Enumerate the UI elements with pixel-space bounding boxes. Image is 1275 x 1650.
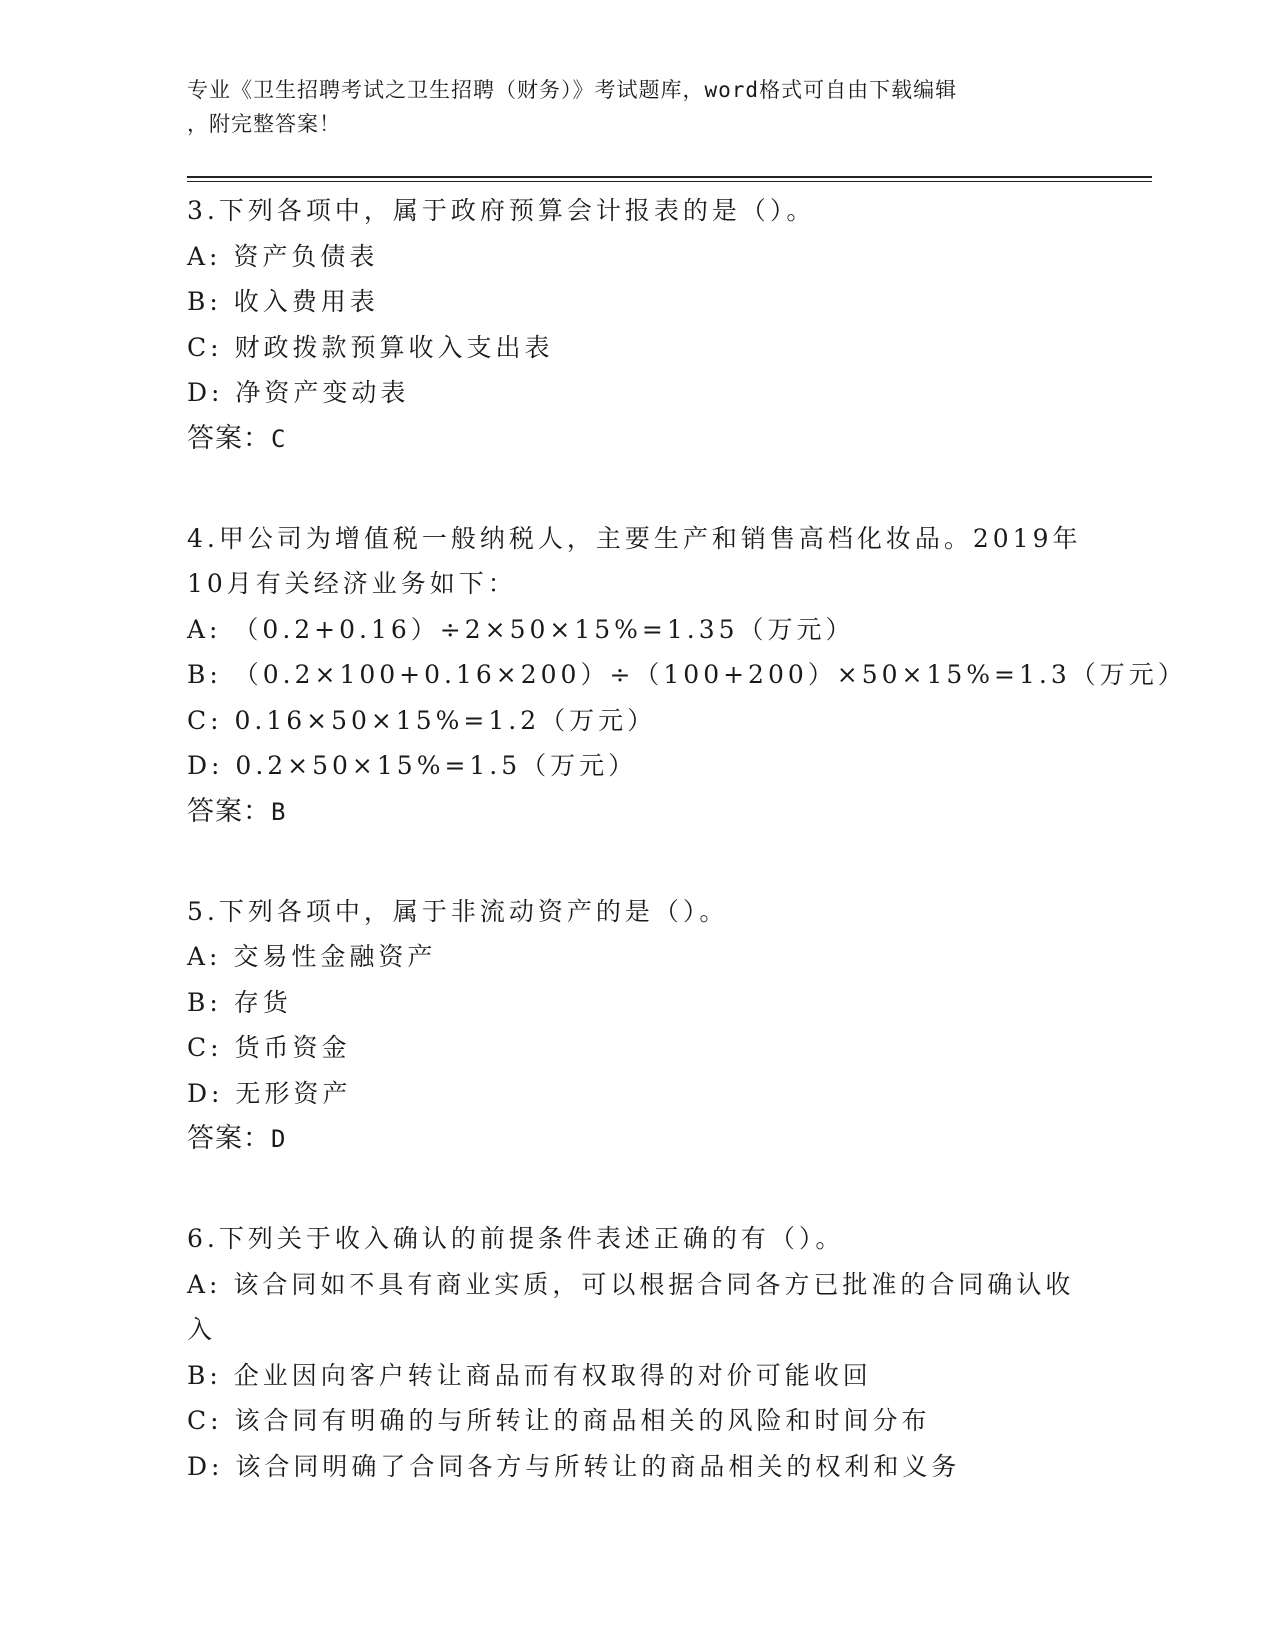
answer-option: A: 交易性金融资产 [187, 942, 437, 971]
answer-option: B: 收入费用表 [187, 287, 379, 316]
answer-label: 答案： [187, 1123, 271, 1154]
question-block [187, 516, 1187, 835]
question-stem: 10月有关经济业务如下： [187, 569, 517, 598]
question-block [187, 188, 1087, 462]
answer-option: C: 货币资金 [187, 1033, 351, 1062]
document-header [187, 73, 1067, 141]
header-divider-thin [187, 181, 1152, 182]
answer-label: 答案： [187, 795, 271, 827]
answer-line [187, 416, 1087, 462]
answer-option: B: 存货 [187, 987, 292, 1017]
header-divider-thick [187, 176, 1152, 178]
answer-value: C [271, 424, 287, 453]
answer-option: D: 无形资产 [187, 1078, 352, 1108]
answer-line [187, 789, 1087, 835]
question-block [187, 1216, 1087, 1489]
header-line: ，附完整答案！ [187, 112, 341, 136]
answer-option: A: 该合同如不具有商业实质，可以根据合同各方已批准的合同确认收 [187, 1269, 1075, 1299]
answer-option: C: 该合同有明确的与所转让的商品相关的风险和时间分布 [187, 1406, 931, 1435]
answer-value: D [271, 1125, 287, 1153]
question-list [187, 188, 1187, 1543]
question-stem: 5.下列各项中，属于非流动资产的是（）。 [187, 896, 729, 926]
answer-option: D: 净资产变动表 [187, 378, 410, 407]
answer-option: 入 [187, 1315, 217, 1344]
answer-option: B: （0.2×100+0.16×200）÷（100+200）×50×15%=1.3（万元） [187, 660, 1187, 689]
answer-option: C: 0.16×50×15%=1.2（万元） [187, 705, 657, 735]
answer-option: D: 0.2×50×15%=1.5（万元） [187, 751, 638, 780]
question-stem: 6.下列关于收入确认的前提条件表述正确的有（）。 [187, 1224, 845, 1253]
question-block [187, 889, 1087, 1163]
answer-line [187, 1116, 1087, 1162]
answer-option: A: （0.2+0.16）÷2×50×15%=1.35（万元） [187, 614, 855, 644]
question-stem: 3.下列各项中，属于政府预算会计报表的是（）。 [187, 196, 816, 225]
answer-value: B [271, 797, 287, 826]
question-stem: 4.甲公司为增值税一般纳税人，主要生产和销售高档化妆品。2019年 [187, 523, 1082, 553]
answer-option: C: 财政拨款预算收入支出表 [187, 332, 554, 362]
answer-option: A: 资产负债表 [187, 241, 379, 271]
answer-option: D: 该合同明确了合同各方与所转让的商品相关的权利和义务 [187, 1451, 961, 1481]
answer-option: B: 企业因向客户转让商品而有权取得的对价可能收回 [187, 1360, 872, 1390]
answer-label: 答案： [187, 422, 271, 454]
header-line: 专业《卫生招聘考试之卫生招聘（财务）》考试题库，word格式可自由下载编辑 [187, 78, 958, 102]
